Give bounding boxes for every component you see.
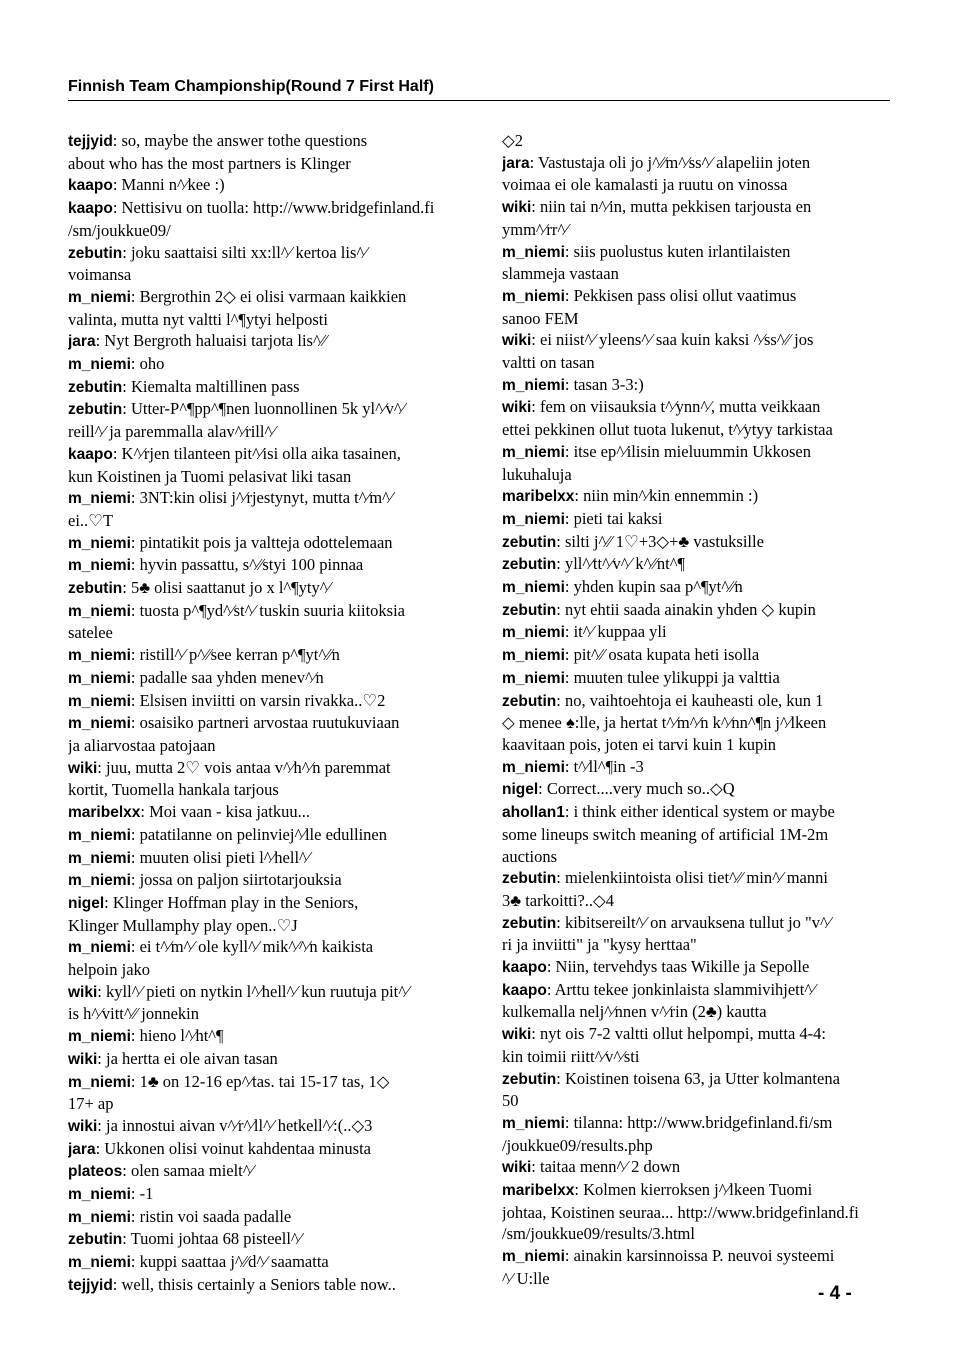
chat-line [68,330,460,353]
message-text: : olen samaa mielt^⁄ [122,1161,254,1181]
message-text: : Utter-P^¶pp^¶nen luonnollinen 5k yl^⁄v^⁄ [122,399,405,419]
speaker-name: m_niemi [502,1114,565,1132]
speaker-name: m_niemi [68,1186,131,1204]
message-text: : it^⁄ kuppaa yli [564,622,667,642]
chat-line [68,264,460,286]
chat-line [502,734,894,756]
chat-line [502,824,894,846]
chat-line [502,374,894,397]
speaker-name: zebutin [68,1231,123,1249]
page-number: - 4 - [818,1283,852,1304]
speaker-name: m_niemi [502,647,565,665]
chat-line [502,644,894,667]
chat-line [502,956,894,979]
message-text: : fem on viisauksia t^⁄ynn^⁄, mutta veikkaan [531,397,821,417]
speaker-name: maribelxx [502,1182,575,1200]
chat-line [68,959,460,981]
message-text: : niin tai n^⁄in, mutta pekkisen tarjousta en [531,197,812,217]
message-text: /sm/joukkue09/results/3.html [502,1224,695,1244]
chat-line [502,621,894,644]
message-text: 50 [502,1091,519,1111]
message-text: ^⁄ U:lle [502,1268,550,1288]
page-header [68,78,890,101]
chat-line [502,778,894,801]
message-text: : Pekkisen pass olisi ollut vaatimus [564,285,797,305]
message-text: is h^⁄vitt^⁄⁄ jonnekin [68,1004,200,1024]
chat-line [502,263,894,285]
left-column [68,130,460,1297]
chat-line [68,153,460,175]
message-text: : ei t^⁄m^⁄ ole kyll^⁄ mik^⁄^⁄n kaikista [130,937,374,957]
speaker-name: nigel [502,781,539,799]
speaker-name: zebutin [502,1070,557,1088]
chat-line [68,1093,460,1115]
speaker-name: maribelxx [68,804,141,822]
chat-line [68,174,460,197]
message-text: kin toimii riitt^⁄v^⁄sti [502,1046,640,1066]
message-text: : pieti tai kaksi [564,508,663,528]
message-text: : Elsisen inviitti on varsin rivakka..♡2 [130,690,386,710]
message-text: /joukkue09/results.php [502,1135,653,1155]
speaker-name: m_niemi [68,1208,131,1226]
message-text: ◇ menee ♠:lle, ja hertat t^⁄m^⁄n k^⁄nn^¶n j^⁄lkeen [502,713,827,733]
speaker-name: m_niemi [502,758,565,776]
chat-line [502,1179,894,1202]
message-text: sanoo FEM [502,308,579,328]
message-text: : silti j^⁄⁄ 1♡+3◇+♣ vastuksille [556,531,764,551]
chat-line [68,398,460,421]
speaker-name: m_niemi [502,443,565,461]
message-text: : yll^⁄tt^⁄v^⁄ k^⁄⁄nt^¶ [556,554,685,574]
speaker-name: m_niemi [68,534,131,552]
chat-line [502,352,894,374]
chat-line [68,376,460,399]
chat-line [502,219,894,241]
speaker-name: m_niemi [68,692,131,710]
chat-line [68,510,460,532]
speaker-name: m_niemi [68,872,131,890]
speaker-name: tejjyid [68,133,113,150]
message-text: : Tuomi johtaa 68 pisteell^⁄ [122,1229,302,1249]
message-text: : tasan 3-3:) [564,374,644,394]
speaker-name: nigel [68,894,105,912]
chat-line [502,979,894,1002]
message-text: : muuten tulee ylikuppi ja valttia [564,667,780,687]
chat-line [68,1274,460,1297]
right-column [502,130,894,1290]
chat-line [68,242,460,265]
speaker-name: m_niemi [502,1248,565,1266]
message-text: : patatilanne on pelinviej^⁄lle edullinen [130,824,387,844]
speaker-name: m_niemi [502,624,565,642]
message-text: : t^⁄ll^¶in -3 [564,756,644,776]
chat-line [502,1001,894,1023]
message-text: /sm/joukkue09/ [68,220,171,240]
message-text: ettei pekkinen ollut tuota lukenut, t^⁄ytyy tarkistaa [502,420,833,440]
speaker-name: wiki [502,1159,532,1177]
speaker-name: zebutin [68,244,123,262]
chat-line [68,847,460,870]
message-text: Klinger Mullamphy play open..♡J [68,915,298,935]
chat-line [68,757,460,780]
message-text: : Ukkonen olisi voinut kahdentaa minusta [95,1138,372,1158]
speaker-name: m_niemi [502,243,565,261]
message-text: johtaa, Koistinen seuraa... http://www.bridgefinland.fi [502,1202,859,1222]
speaker-name: m_niemi [68,557,131,575]
chat-line [68,443,460,466]
chat-line [68,1206,460,1229]
speaker-name: m_niemi [68,602,131,620]
message-text: valinta, mutta nyt valtti l^¶ytyi helposti [68,309,328,329]
message-text: slammeja vastaan [502,264,619,284]
speaker-name: m_niemi [68,1254,131,1272]
message-text: : ei niist^⁄ yleens^⁄ saa kuin kaksi ^⁄ss^⁄⁄ jos [531,330,814,350]
chat-line [68,690,460,713]
message-text: : hyvin passattu, s^⁄⁄styi 100 pinnaa [130,555,364,575]
message-text: : so, maybe the answer tothe questions [112,131,368,150]
chat-line [502,329,894,352]
speaker-name: kaapo [502,981,547,999]
message-text: : ja hertta ei ole aivan tasan [97,1048,278,1068]
message-text: ei..♡T [68,510,114,530]
chat-line [502,1046,894,1068]
message-text: : hieno l^⁄ht^¶ [130,1026,224,1046]
chat-line [502,174,894,196]
speaker-name: zebutin [68,401,123,419]
chat-line [68,1138,460,1161]
message-text: : Nyt Bergroth haluaisi tarjota lis^⁄⁄ [95,331,327,351]
chat-line [68,801,460,824]
message-text: : niin min^⁄kin ennemmin :) [574,486,759,506]
message-text: : nyt ehtii saada ainakin yhden ◇ kupin [556,599,816,619]
speaker-name: kaapo [68,177,113,195]
chat-line [68,220,460,242]
message-text: : juu, mutta 2♡ vois antaa v^⁄h^⁄n paremmat [97,757,391,777]
speaker-name: m_niemi [68,490,131,508]
speaker-name: m_niemi [68,288,131,306]
message-text: : Klinger Hoffman play in the Seniors, [104,892,359,912]
speaker-name: m_niemi [68,356,131,374]
message-text: 3♣ tarkoitti?..◇4 [502,890,614,910]
chat-line [68,577,460,600]
message-text: : Moi vaan - kisa jatkuu... [140,802,310,822]
chat-line [502,801,894,824]
message-text: 17+ ap [68,1094,114,1114]
chat-line [502,912,894,935]
chat-line [502,1156,894,1179]
message-text: : Kiemalta maltillinen pass [122,376,300,396]
chat-line [68,1003,460,1025]
speaker-name: wiki [68,1050,98,1068]
speaker-name: zebutin [68,580,123,598]
message-text: satelee [68,623,113,643]
chat-line [502,1023,894,1046]
chat-line [68,1048,460,1071]
speaker-name: zebutin [502,533,557,551]
message-text: helpoin jako [68,960,151,980]
message-text: : nyt ois 7-2 valtti ollut helpompi, mutta 4-4: [531,1024,826,1044]
message-text: ◇2 [502,131,523,150]
message-text: : ristin voi saada padalle [130,1206,292,1226]
speaker-name: plateos [68,1163,123,1181]
message-text: : 3NT:kin olisi j^⁄rjestynyt, mutta t^⁄m^⁄ [130,488,393,508]
message-text: : pintatikit pois ja valtteja odottelemaan [130,532,393,552]
speaker-name: m_niemi [68,715,131,733]
chat-line [68,1160,460,1183]
message-text: : Kolmen kierroksen j^⁄lkeen Tuomi [574,1180,813,1200]
message-text: : taitaa menn^⁄ 2 down [531,1157,681,1177]
message-text: : Correct....very much so..◇Q [538,779,735,799]
chat-line [502,531,894,554]
speaker-name: jara [68,333,96,351]
chat-line [68,466,460,488]
message-text: : ainakin karsinnoissa P. neuvoi systeemi [564,1246,835,1266]
message-text: some lineups switch meaning of artificial 1M-2m [502,824,829,844]
message-text: : Vastustaja oli jo j^⁄⁄m^⁄ss^⁄ alapeliin joten [529,152,811,172]
message-text: : oho [130,354,165,374]
message-text: : mielenkiintoista olisi tiet^⁄⁄ min^⁄ manni [556,868,828,888]
chat-line [68,824,460,847]
message-text: lukuhaluja [502,464,572,484]
speaker-name: kaapo [502,959,547,977]
message-text: ja aliarvostaa patojaan [68,735,216,755]
speaker-name: m_niemi [502,510,565,528]
chat-line [68,309,460,331]
chat-line [68,600,460,623]
message-text: : kibitsereilt^⁄ on arvauksena tullut jo "v^⁄ [556,912,831,932]
message-text: : siis puolustus kuten irlantilaisten [564,241,791,261]
chat-line [502,196,894,219]
chat-line [502,285,894,308]
speaker-name: zebutin [502,914,557,932]
chat-line [502,1135,894,1157]
speaker-name: m_niemi [68,1028,131,1046]
chat-line [68,892,460,915]
chat-line [68,667,460,690]
speaker-name: wiki [502,332,532,350]
chat-line [68,1228,460,1251]
speaker-name: m_niemi [502,376,565,394]
chat-line [502,553,894,576]
speaker-name: m_niemi [502,287,565,305]
chat-line [68,644,460,667]
chat-line [68,981,460,1004]
message-text: voimaa ei ole kamalasti ja ruutu on vinossa [502,175,788,195]
chat-line [68,197,460,220]
chat-line [502,867,894,890]
chat-line [502,690,894,713]
chat-line [502,1112,894,1135]
message-text: kun Koistinen ja Tuomi pelasivat liki tasan [68,466,352,486]
chat-line [502,152,894,175]
chat-line [68,869,460,892]
chat-line [68,622,460,644]
chat-line [68,712,460,735]
message-text: kortit, Tuomella hankala tarjous [68,780,279,800]
message-text: : Manni n^⁄kee :) [112,175,225,195]
speaker-name: m_niemi [68,647,131,665]
message-text: about who has the most partners is Klinger [68,153,351,173]
message-text: : muuten olisi pieti l^⁄hell^⁄ [130,847,310,867]
chat-line [502,485,894,508]
message-text: reill^⁄ ja paremmalla alav^⁄rill^⁄ [68,422,275,442]
chat-line [68,532,460,555]
speaker-name: jara [68,1140,96,1158]
chat-line [502,712,894,734]
speaker-name: kaapo [68,445,113,463]
message-text: : pit^⁄⁄ osata kupata heti isolla [564,645,760,665]
chat-line [502,464,894,486]
chat-line [502,576,894,599]
message-text: : 5♣ olisi saattanut jo x l^¶yty^⁄ [122,578,331,598]
message-text: : ja innostui aivan v^⁄r^⁄ll^⁄ hetkell^⁄:(..◇3 [97,1115,373,1135]
chat-line [502,1245,894,1268]
message-text: valtti on tasan [502,353,595,373]
message-text: : 1♣ on 12-16 ep^⁄tas. tai 15-17 tas, 1◇ [130,1071,390,1091]
message-text: : Arttu tekee jonkinlaista slammivihjett^⁄ [546,979,815,999]
speaker-name: m_niemi [68,826,131,844]
chat-line [68,779,460,801]
chat-line [502,308,894,330]
chat-line [68,130,460,153]
chat-line [68,286,460,309]
chat-line [68,421,460,443]
chat-line [502,1202,894,1224]
speaker-name: jara [502,154,530,172]
message-text: : joku saattaisi silti xx:ll^⁄ kertoa lis^⁄ [122,242,367,262]
chat-line [502,441,894,464]
message-text: : jossa on paljon siirtotarjouksia [130,870,342,890]
speaker-name: kaapo [68,200,113,218]
chat-line [502,130,894,152]
message-text: : kuppi saattaa j^⁄⁄d^⁄ saamatta [130,1252,329,1272]
chat-line [502,599,894,622]
message-text: kulkemalla nelj^⁄nnen v^⁄rin (2♣) kautta [502,1002,767,1022]
speaker-name: zebutin [68,378,123,396]
message-text: : padalle saa yhden menev^⁄n [130,667,324,687]
speaker-name: maribelxx [502,488,575,506]
chat-line [502,241,894,264]
chat-line [68,1025,460,1048]
speaker-name: m_niemi [502,669,565,687]
speaker-name: tejjyid [68,1276,113,1294]
speaker-name: wiki [502,1026,532,1044]
header-title: Finnish Team Championship(Round 7 First Half) [68,78,434,95]
message-text: : Bergrothin 2◇ ei olisi varmaan kaikkien [130,286,407,306]
message-text: : well, thisis certainly a Seniors table now.. [112,1274,396,1294]
message-text: : K^⁄rjen tilanteen pit^⁄isi olla aika tasainen, [112,443,401,463]
chat-line [68,1251,460,1274]
message-text: : Nettisivu on tuolla: http://www.bridgefinland.fi [112,198,435,218]
chat-line [68,1183,460,1206]
chat-line [68,1071,460,1094]
message-text: : osaisiko partneri arvostaa ruutukuviaan [130,713,400,733]
chat-line [68,915,460,937]
speaker-name: m_niemi [68,849,131,867]
message-text: : i think either identical system or maybe [564,802,835,822]
message-text: : ristill^⁄ p^⁄⁄see kerran p^¶yt^⁄⁄n [130,645,340,665]
message-text: auctions [502,846,557,866]
message-text: : -1 [130,1184,154,1204]
chat-line [502,1223,894,1245]
chat-line [68,487,460,510]
speaker-name: wiki [502,199,532,217]
chat-line [502,1068,894,1091]
speaker-name: zebutin [502,870,557,888]
speaker-name: wiki [68,983,98,1001]
message-text: : yhden kupin saa p^¶yt^⁄⁄n [564,577,743,597]
chat-line [502,890,894,912]
chat-line [68,936,460,959]
message-text: kaavitaan pois, joten ei tarvi kuin 1 kupin [502,734,777,754]
speaker-name: ahollan1 [502,804,565,822]
speaker-name: wiki [68,759,98,777]
chat-line [502,508,894,531]
chat-line [68,554,460,577]
message-text: : tilanna: http://www.bridgefinland.fi/sm [564,1112,833,1132]
chat-line [68,353,460,376]
message-text: : itse ep^⁄ilisin mieluummin Ukkosen [564,441,811,461]
chat-line [68,735,460,757]
chat-line [502,419,894,441]
chat-line [502,1090,894,1112]
message-text: ymm^⁄rr^⁄ [502,219,568,239]
message-text: : Koistinen toisena 63, ja Utter kolmantena [556,1068,840,1088]
chat-line [502,756,894,779]
chat-line [502,667,894,690]
speaker-name: zebutin [502,692,557,710]
speaker-name: m_niemi [68,1073,131,1091]
message-text: : no, vaihtoehtoja ei kauheasti ole, kun 1 [556,690,824,710]
message-text: : kyll^⁄ pieti on nytkin l^⁄hell^⁄ kun ruutuja pit^⁄ [97,981,409,1001]
speaker-name: m_niemi [502,579,565,597]
speaker-name: m_niemi [68,669,131,687]
speaker-name: zebutin [502,556,557,574]
speaker-name: m_niemi [68,939,131,957]
message-text: ri ja inviitti" ja "kysy herttaa" [502,935,697,955]
speaker-name: wiki [68,1117,98,1135]
chat-line [502,934,894,956]
chat-line [502,396,894,419]
chat-line [502,846,894,868]
message-text: : tuosta p^¶yd^⁄st^⁄ tuskin suuria kiitoksia [130,600,405,620]
speaker-name: zebutin [502,601,557,619]
chat-line [68,1115,460,1138]
message-text: : Niin, tervehdys taas Wikille ja Sepolle [546,957,810,977]
speaker-name: wiki [502,399,532,417]
message-text: voimansa [68,265,132,285]
